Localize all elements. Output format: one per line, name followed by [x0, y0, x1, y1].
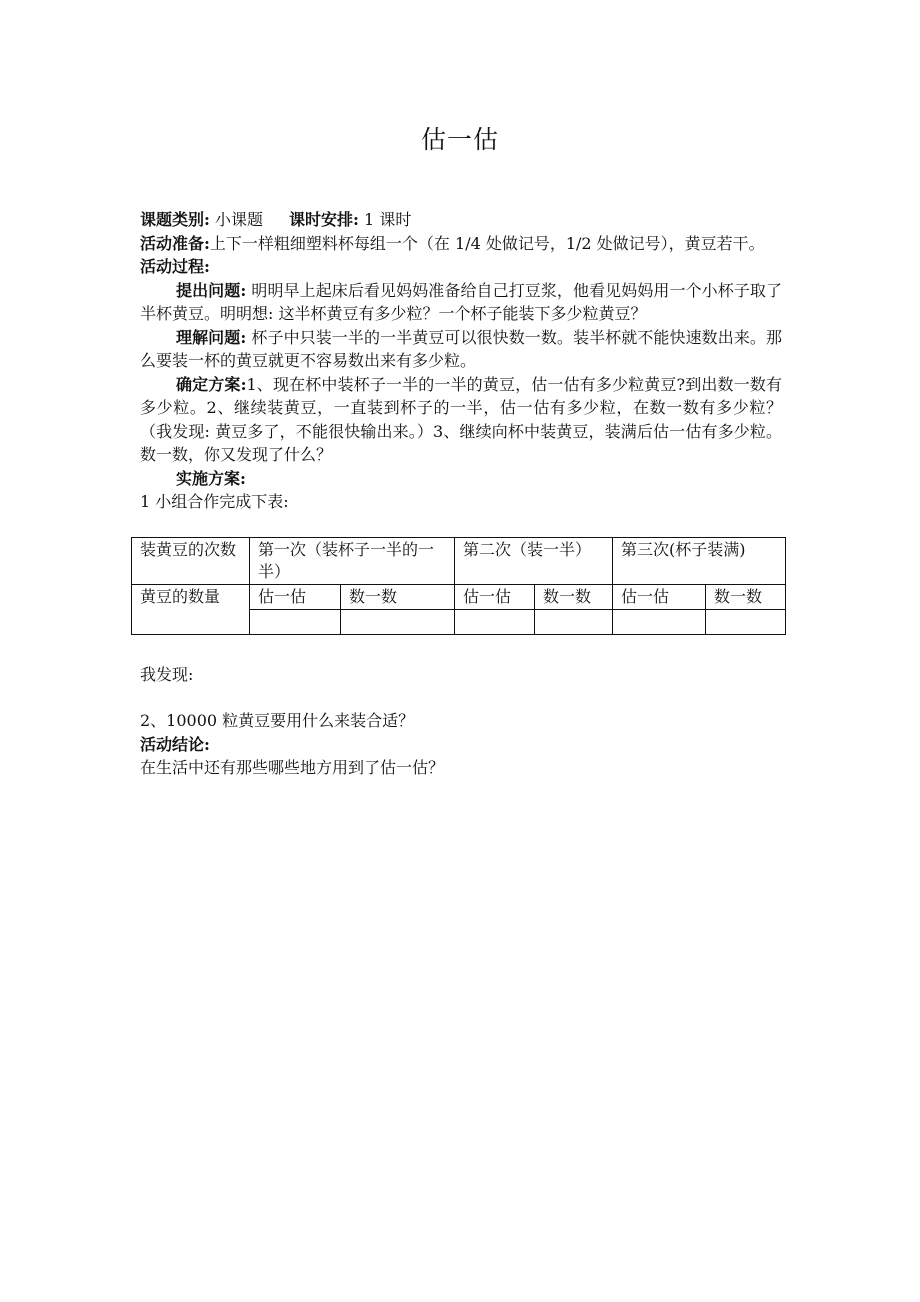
table-cell: 估一估: [250, 584, 341, 609]
blank-cell[interactable]: [455, 609, 535, 634]
table-cell: 数一数: [535, 584, 613, 609]
table-cell: 估一估: [613, 584, 706, 609]
blank-cell[interactable]: [706, 609, 786, 634]
info-line: [140, 208, 782, 232]
ask-paragraph: [140, 279, 782, 326]
blank-cell[interactable]: [341, 609, 455, 634]
understand-paragraph: [140, 326, 782, 373]
plan-label: 确定方案:: [176, 374, 247, 394]
conclusion-heading: 活动结论:: [140, 734, 210, 754]
discover-text: 我发现:: [140, 664, 194, 684]
table-cell: 黄豆的数量: [132, 584, 250, 634]
blank-cell[interactable]: [250, 609, 341, 634]
understand-text: 杯子中只装一半的一半黄豆可以很快数一数。装半杯就不能快速数出来。那么要装一杯的黄豆就更不容易数出来有多少粒。: [140, 327, 782, 370]
ask-label: 提出问题:: [176, 280, 247, 300]
blank-cell[interactable]: [535, 609, 613, 634]
blank-cell[interactable]: [613, 609, 706, 634]
document-body: [140, 208, 782, 780]
table-cell: 数一数: [706, 584, 786, 609]
plan-text: 1、现在杯中装杯子一半的一半的黄豆，估一估有多少粒黄豆?到出数一数有多少粒。2、继续装黄豆，一直装到杯子的一半，估一估有多少粒，在数一数有多少粒？（我发现: 黄豆多了，不能很快输出来。）3、继续向杯中装黄豆，装满后估一估有多少粒。数一数，你又发现了什么？: [140, 374, 782, 464]
table-cell: 估一估: [455, 584, 535, 609]
category-label: 课题类别:: [140, 210, 210, 229]
implement-heading: 实施方案:: [176, 468, 246, 488]
prep-label: 活动准备:: [140, 233, 210, 253]
page-title: 估一估: [420, 125, 499, 154]
schedule-value: 1 课时: [364, 210, 412, 229]
plan-paragraph: [140, 373, 782, 467]
table-cell: 第一次（装杯子一半的一半）: [250, 537, 455, 584]
category-value: 小课题: [215, 210, 264, 229]
table-cell: 数一数: [341, 584, 455, 609]
table-row: [132, 584, 786, 609]
table-cell: 装黄豆的次数: [132, 537, 250, 584]
table-cell: 第三次(杯子装满): [613, 537, 786, 584]
prep-paragraph: [140, 232, 782, 256]
schedule-label: 课时安排:: [289, 210, 359, 229]
table-header-row: [132, 537, 786, 584]
task1-text: 1 小组合作完成下表:: [140, 492, 289, 511]
conclusion-text: 在生活中还有那些哪些地方用到了估一估？: [140, 758, 445, 777]
bean-count-table: [131, 537, 786, 635]
prep-text: 上下一样粗细塑料杯每组一个（在 1/4 处做记号，1/2 处做记号），黄豆若干。: [209, 233, 765, 253]
table-cell: 第二次（装一半）: [455, 537, 613, 584]
ask-text: 明明早上起床后看见妈妈准备给自己打豆浆，他看见妈妈用一个小杯子取了半杯黄豆。明明想: 这半杯黄豆有多少粒？一个杯子能装下多少粒黄豆？: [140, 280, 782, 323]
process-heading: 活动过程:: [140, 257, 210, 276]
task2-text: 2、10000 粒黄豆要用什么来装合适？: [140, 711, 415, 730]
understand-label: 理解问题:: [176, 327, 247, 347]
